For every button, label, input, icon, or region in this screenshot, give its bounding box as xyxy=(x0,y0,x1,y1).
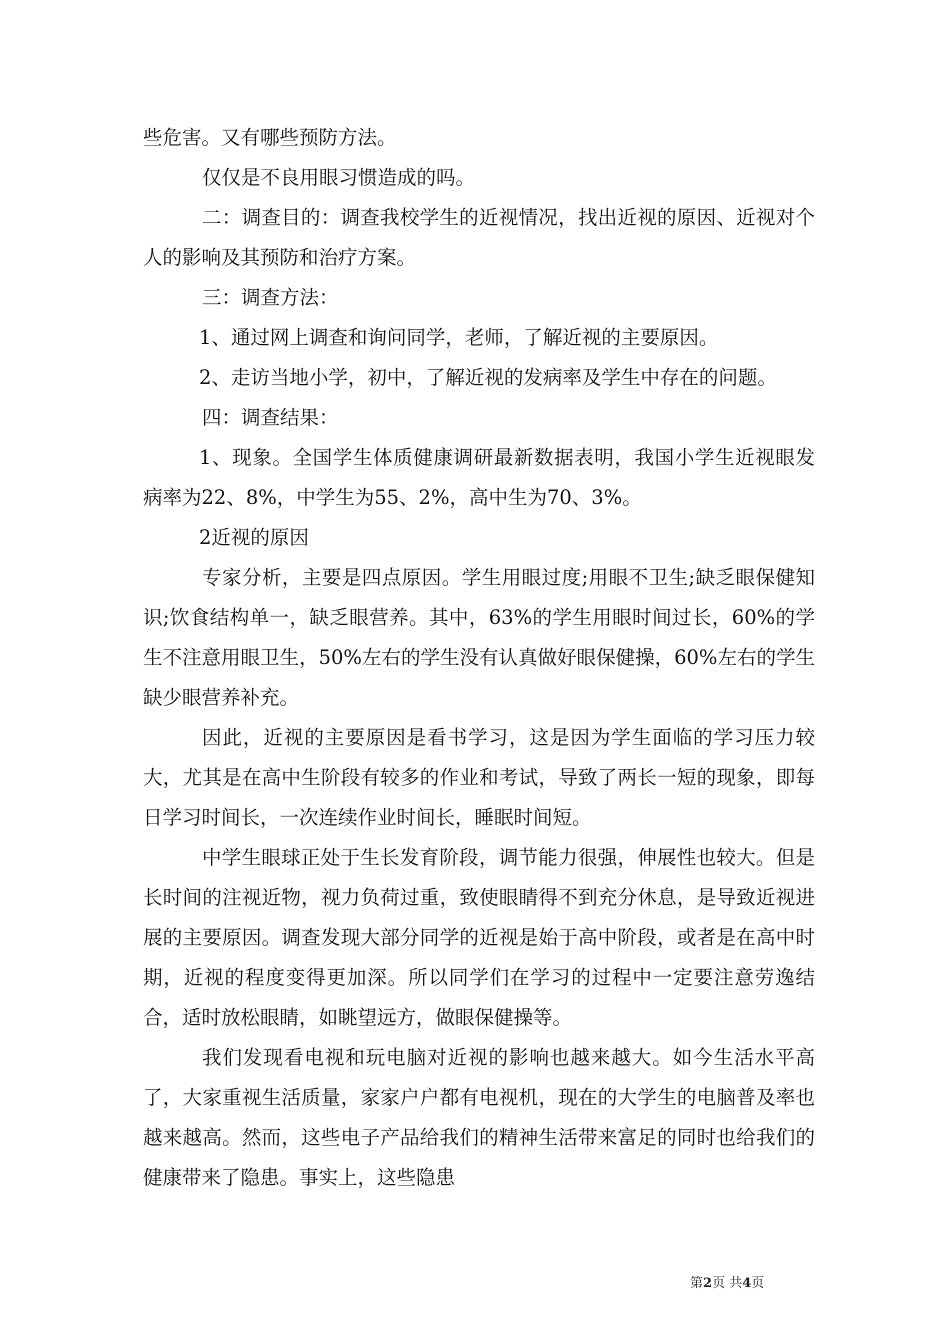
paragraph-result-phenomenon: 1、现象。全国学生体质健康调研最新数据表明，我国小学生近视眼发病率为22、8%，中学生为55、2%，高中生为70、3%。 xyxy=(143,446,815,509)
page-footer xyxy=(690,1276,820,1292)
paragraph-survey-purpose: 二：调查目的：调查我校学生的近视情况，找出近视的原因、近视对个人的影响及其预防和治疗方案。 xyxy=(143,206,815,269)
heading-survey-method: 三：调查方法： xyxy=(202,286,339,309)
paragraph-tv-computer: 我们发现看电视和玩电脑对近视的影响也越来越大。如今生活水平高了，大家重视生活质量，家家户户都有电视机，现在的大学生的电脑普及率也越来越高。然而，这些电子产品给我们的精神生活带来富足的同时也给我们的健康带来了隐患。事实上，这些隐患 xyxy=(143,1046,815,1189)
footer-suffix: 页 xyxy=(751,1276,765,1291)
paragraph-method-2: 2、走访当地小学，初中，了解近视的发病率及学生中存在的问题。 xyxy=(199,366,777,389)
paragraph-main-cause: 因此，近视的主要原因是看书学习，这是因为学生面临的学习压力较大，尤其是在高中生阶段有较多的作业和考试，导致了两长一短的现象，即每日学习时间长，一次连续作业时间长，睡眠时间短。 xyxy=(143,726,815,829)
document-body xyxy=(143,118,815,1198)
paragraph-expert-analysis: 专家分析，主要是四点原因。学生用眼过度;用眼不卫生;缺乏眼保健知识;饮食结构单一，缺乏眼营养。其中，63%的学生用眼时间过长，60%的学生不注意用眼卫生，50%左右的学生没有认真做好眼保健操，60%左右的学生缺少眼营养补充。 xyxy=(143,566,815,709)
heading-survey-results: 四：调查结果： xyxy=(202,406,339,429)
footer-current-page: 2 xyxy=(703,1276,713,1291)
footer-prefix: 第 xyxy=(690,1276,704,1291)
footer-middle: 页 共 xyxy=(712,1276,743,1291)
paragraph: 些危害。又有哪些预防方法。 xyxy=(143,126,397,149)
paragraph: 仅仅是不良用眼习惯造成的吗。 xyxy=(202,166,476,189)
footer-total-pages: 4 xyxy=(742,1276,752,1291)
heading-myopia-causes: 2近视的原因 xyxy=(199,526,309,549)
paragraph-method-1: 1、通过网上调查和询问同学，老师，了解近视的主要原因。 xyxy=(199,326,719,349)
paragraph-eye-development: 中学生眼球正处于生长发育阶段，调节能力很强，伸展性也较大。但是长时间的注视近物，视力负荷过重，致使眼睛得不到充分休息，是导致近视进展的主要原因。调查发现大部分同学的近视是始于高中阶段，或者是在高中时期，近视的程度变得更加深。所以同学们在学习的过程中一定要注意劳逸结合，适时放松眼睛，如眺望远方，做眼保健操等。 xyxy=(143,846,815,1029)
